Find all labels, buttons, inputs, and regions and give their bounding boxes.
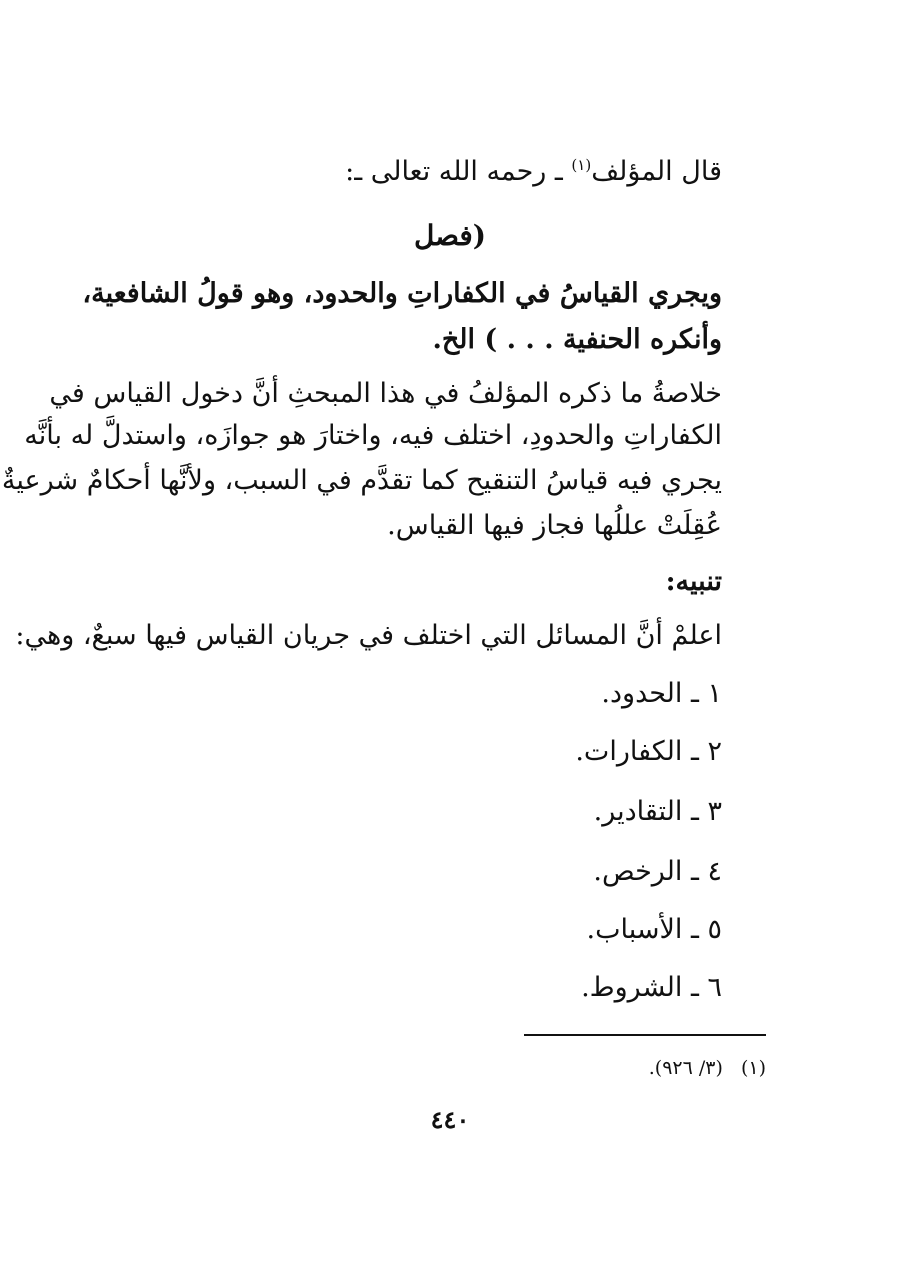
intro-text-continued: ـ رحمه الله تعالى ـ: <box>345 156 572 187</box>
quote-line-1: ويجري القياسُ في الكفاراتِ والحدود، وهو قولُ الشافعية، <box>82 278 722 309</box>
summary-line-2: الكفاراتِ والحدودِ، اختلف فيه، واختارَ هو جوازَه، واستدلَّ له بأنَّه <box>24 420 722 451</box>
summary-line-1: خلاصةُ ما ذكره المؤلفُ في هذا المبحثِ أنَّ دخول القياس في <box>49 378 722 409</box>
section-heading: (فصل <box>413 219 487 252</box>
summary-line-3: يجري فيه قياسُ التنقيح كما تقدَّم في السبب، ولأنَّها أحكامٌ شرعيةٌ <box>1 465 722 496</box>
list-item-taqadir: ٣ ـ التقادير. <box>593 796 722 827</box>
notice-title: تنبيه: <box>665 566 722 597</box>
page-number: ٤٤٠ <box>430 1105 470 1134</box>
list-item-hudud: ١ ـ الحدود. <box>601 678 722 709</box>
footnote-reference[interactable]: (١) <box>571 156 592 174</box>
footnote-marker: (١) <box>740 1057 766 1079</box>
list-item-kaffarat: ٢ ـ الكفارات. <box>575 736 722 767</box>
intro-text: قال المؤلف <box>591 156 722 187</box>
list-item-rukhas: ٤ ـ الرخص. <box>593 856 722 887</box>
footnote <box>649 1054 766 1082</box>
summary-line-4: عُقِلَتْ عللُها فجاز فيها القياس. <box>387 510 722 541</box>
notice-intro: اعلمْ أنَّ المسائل التي اختلف في جريان القياس فيها سبعٌ، وهي: <box>15 620 722 651</box>
quote-line-2: وأنكره الحنفية . . . ) الخ. <box>432 324 722 355</box>
footnote-divider <box>524 1034 766 1036</box>
footnote-text: (٣/ ٩٢٦). <box>648 1057 723 1079</box>
list-item-shurut: ٦ ـ الشروط. <box>581 972 722 1003</box>
list-item-asbab: ٥ ـ الأسباب. <box>586 914 722 945</box>
intro-line <box>134 150 722 194</box>
